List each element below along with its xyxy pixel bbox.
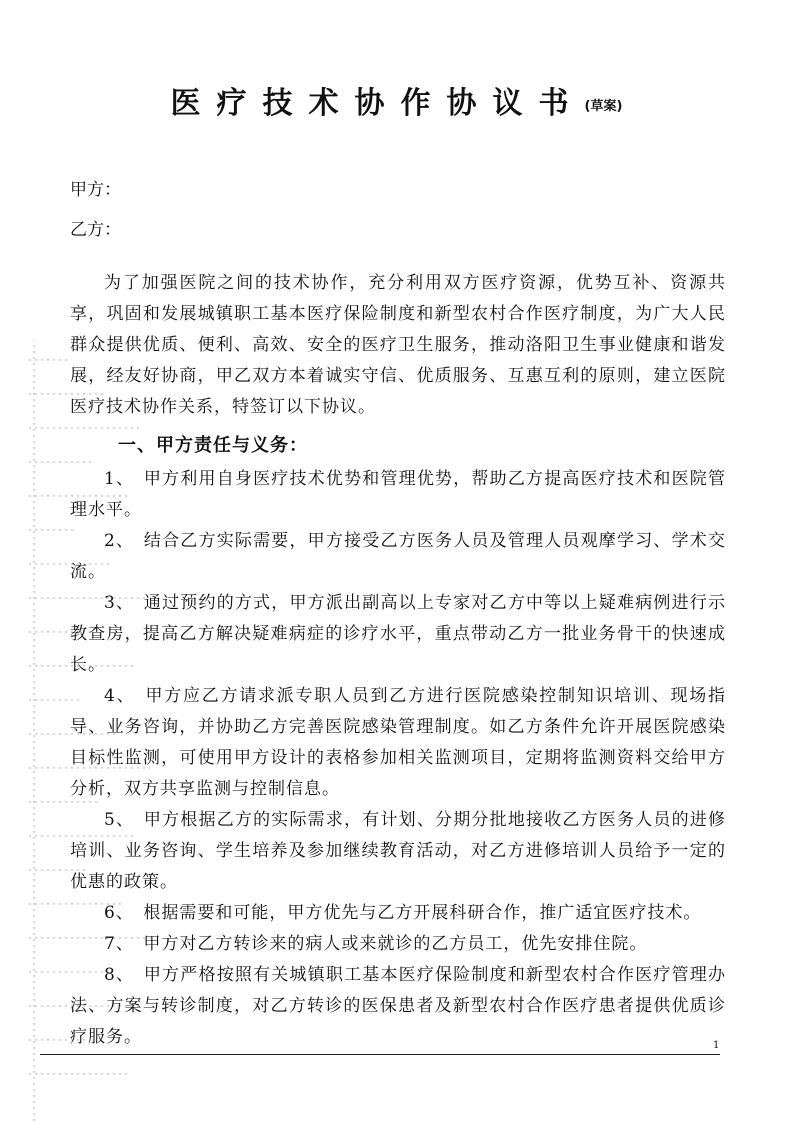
document-title: [0, 84, 793, 127]
list-item: 4、 甲方应乙方请求派专职人员到乙方进行医院感染控制知识培训、现场指导、业务咨询，并协助乙方完善医院感染管理制度。如乙方条件允许开展医院感染目标性监测，可使用甲方设计的表格参加相关监测项目，定期将监测资料交给甲方分析，双方共享监测与控制信息。: [70, 686, 726, 799]
list-item: 8、 甲方严格按照有关城镇职工基本医疗保险制度和新型农村合作医疗管理办法、方案与转诊制度，对乙方转诊的医保患者及新型农村合作医疗患者提供优质诊疗服务。: [70, 965, 726, 1047]
footer-rule: [40, 1054, 720, 1055]
section1-heading: 一、甲方责任与义务：: [118, 435, 308, 456]
section1-items: [70, 464, 726, 1053]
title-main: 医疗技术协作协议书: [170, 86, 585, 121]
party-a-label: 甲方：: [70, 180, 121, 200]
title-sub: (草案): [584, 99, 623, 114]
list-item: 6、 根据需要和可能，甲方优先与乙方开展科研合作，推广适宜医疗技术。: [104, 903, 702, 923]
list-item: 1、 甲方利用自身医疗技术优势和管理优势，帮助乙方提高医疗技术和医院管理水平。: [70, 469, 726, 520]
list-item: 7、 甲方对乙方转诊来的病人或来就诊的乙方员工，优先安排住院。: [104, 934, 648, 954]
intro-paragraph: 为了加强医院之间的技术协作，充分利用双方医疗资源，优势互补、资源共享，巩固和发展城镇职工基本医疗保险制度和新型农村合作医疗制度，为广大人民群众提供优质、便利、高效、安全的医疗卫生服务，推动洛阳卫生事业健康和谐发展，经友好协商，甲乙双方本着诚实守信、优质服务、互惠互利的原则，建立医院医疗技术协作关系，特签订以下协议。: [70, 273, 726, 417]
page-number: 1: [713, 1040, 720, 1051]
list-item: 5、 甲方根据乙方的实际需求，有计划、分期分批地接收乙方医务人员的进修培训、业务咨询、学生培养及参加继续教育活动，对乙方进修培训人员给予一定的优惠的政策。: [70, 810, 726, 892]
list-item: 3、 通过预约的方式，甲方派出副高以上专家对乙方中等以上疑难病例进行示教查房，提高乙方解决疑难病症的诊疗水平，重点带动乙方一批业务骨干的快速成长。: [70, 593, 726, 675]
party-b-label: 乙方：: [70, 220, 121, 240]
list-item: 2、 结合乙方实际需要，甲方接受乙方医务人员及管理人员观摩学习、学术交流。: [70, 531, 726, 582]
